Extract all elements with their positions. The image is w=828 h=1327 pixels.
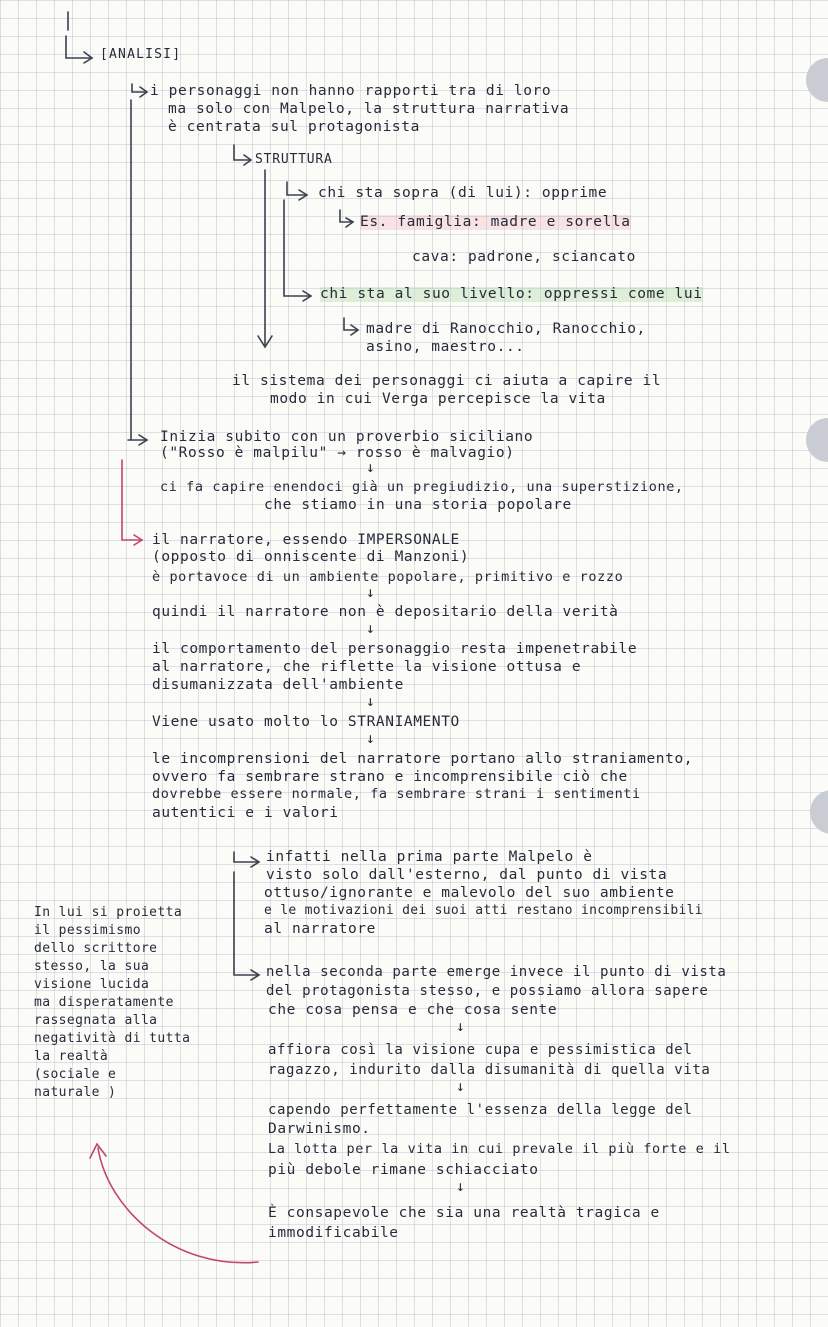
down-arrow: ↓ — [456, 1019, 466, 1035]
note-prima-parte-3: ottuso/ignorante e malevolo del suo ambiente — [264, 885, 675, 901]
note-sistema-1: il sistema dei personaggi ci aiuta a capire il — [232, 373, 662, 389]
side-note-line: visione lucida — [34, 977, 150, 992]
heading-struttura: STRUTTURA — [255, 152, 333, 167]
note-personaggi-3: è centrata sul protagonista — [168, 119, 420, 135]
note-famiglia: Es. famiglia: madre e sorella — [360, 214, 631, 230]
note-seconda-parte-3: che cosa pensa e che cosa sente — [268, 1002, 558, 1018]
side-note-line: In lui si proietta — [34, 905, 183, 920]
note-chi-sta-sopra: chi sta sopra (di lui): opprime — [318, 185, 608, 201]
note-seconda-parte-2: del protagonista stesso, e possiamo allora sapere — [266, 983, 709, 999]
note-capendo-1: capendo perfettamente l'essenza della legge del — [268, 1102, 693, 1118]
note-narratore-1: il narratore, essendo IMPERSONALE — [152, 532, 460, 548]
note-cava: cava: padrone, sciancato — [412, 249, 636, 265]
side-note-line: (sociale e — [34, 1067, 117, 1082]
note-incomprensioni-3: dovrebbe essere normale, fa sembrare strani i sentimenti — [152, 786, 641, 802]
note-consapevole-1: È consapevole che sia una realtà tragica e — [268, 1205, 660, 1221]
down-arrow: ↓ — [366, 585, 376, 601]
note-capire-1: ci fa capire enendoci già un pregiudizio, una superstizione, — [160, 479, 684, 495]
note-narratore-3: è portavoce di un ambiente popolare, primitivo e rozzo — [152, 569, 624, 585]
note-chi-sta-livello: chi sta al suo livello: oppressi come lui — [320, 286, 703, 302]
note-capendo-2: Darwinismo. — [268, 1121, 371, 1137]
side-note-line: stesso, la sua — [34, 959, 150, 974]
note-comportamento-3: disumanizzata dell'ambiente — [152, 677, 404, 693]
down-arrow: ↓ — [366, 460, 376, 476]
note-prima-parte-4: e le motivazioni dei suoi atti restano incomprensibili — [264, 903, 703, 918]
side-note-line: naturale ) — [34, 1085, 117, 1100]
side-note-line: dello scrittore — [34, 941, 158, 956]
note-prima-parte-1: infatti nella prima parte Malpelo è — [266, 849, 593, 865]
note-seconda-parte-1: nella seconda parte emerge invece il punto di vista — [266, 964, 727, 980]
note-quindi: quindi il narratore non è depositario della verità — [152, 604, 619, 620]
note-comportamento-1: il comportamento del personaggio resta impenetrabile — [152, 641, 638, 657]
note-incomprensioni-2: ovvero fa sembrare strano e incomprensibile ciò che — [152, 769, 628, 785]
note-prima-parte-2: visto solo dall'esterno, dal punto di vista — [266, 867, 668, 883]
note-lotta-1: La lotta per la vita in cui prevale il più forte e il — [268, 1141, 731, 1157]
side-note-line: il pessimismo — [34, 923, 141, 938]
down-arrow: ↓ — [366, 731, 376, 747]
note-prima-parte-5: al narratore — [264, 921, 376, 937]
note-personaggi-1: i personaggi non hanno rapporti tra di loro — [150, 83, 552, 99]
down-arrow: ↓ — [366, 621, 376, 637]
side-note-line: la realtà — [34, 1049, 109, 1064]
note-personaggi-2: ma solo con Malpelo, la struttura narrativa — [168, 101, 570, 117]
note-affiora-2: ragazzo, indurito dalla disumanità di quella vita — [268, 1062, 711, 1078]
down-arrow: ↓ — [456, 1179, 466, 1195]
down-arrow: ↓ — [366, 694, 376, 710]
note-incomprensioni-1: le incomprensioni del narratore portano allo straniamento, — [152, 751, 694, 767]
note-incomprensioni-4: autentici e i valori — [152, 805, 339, 821]
side-note-line: rassegnata alla — [34, 1013, 158, 1028]
note-straniamento: Viene usato molto lo STRANIAMENTO — [152, 714, 460, 730]
note-inizia-2: ("Rosso è malpilu" → rosso è malvagio) — [160, 445, 515, 461]
note-ranocchio-1: madre di Ranocchio, Ranocchio, — [366, 321, 646, 337]
note-sistema-2: modo in cui Verga percepisce la vita — [270, 391, 606, 407]
section-title-analisi: [ANALISI] — [100, 47, 182, 62]
note-consapevole-2: immodificabile — [268, 1225, 399, 1241]
note-narratore-2: (opposto di onniscente di Manzoni) — [152, 549, 470, 565]
side-note-line: ma disperatamente — [34, 995, 174, 1010]
note-capire-2: che stiamo in una storia popolare — [264, 497, 572, 513]
note-affiora-1: affiora così la visione cupa e pessimistica del — [268, 1042, 693, 1058]
note-comportamento-2: al narratore, che riflette la visione ottusa e — [152, 659, 582, 675]
note-ranocchio-2: asino, maestro... — [366, 339, 525, 355]
side-note-line: negatività di tutta — [34, 1031, 191, 1046]
note-lotta-2: più debole rimane schiacciato — [268, 1162, 539, 1178]
note-inizia-1: Inizia subito con un proverbio siciliano — [160, 429, 534, 445]
down-arrow: ↓ — [456, 1079, 466, 1095]
